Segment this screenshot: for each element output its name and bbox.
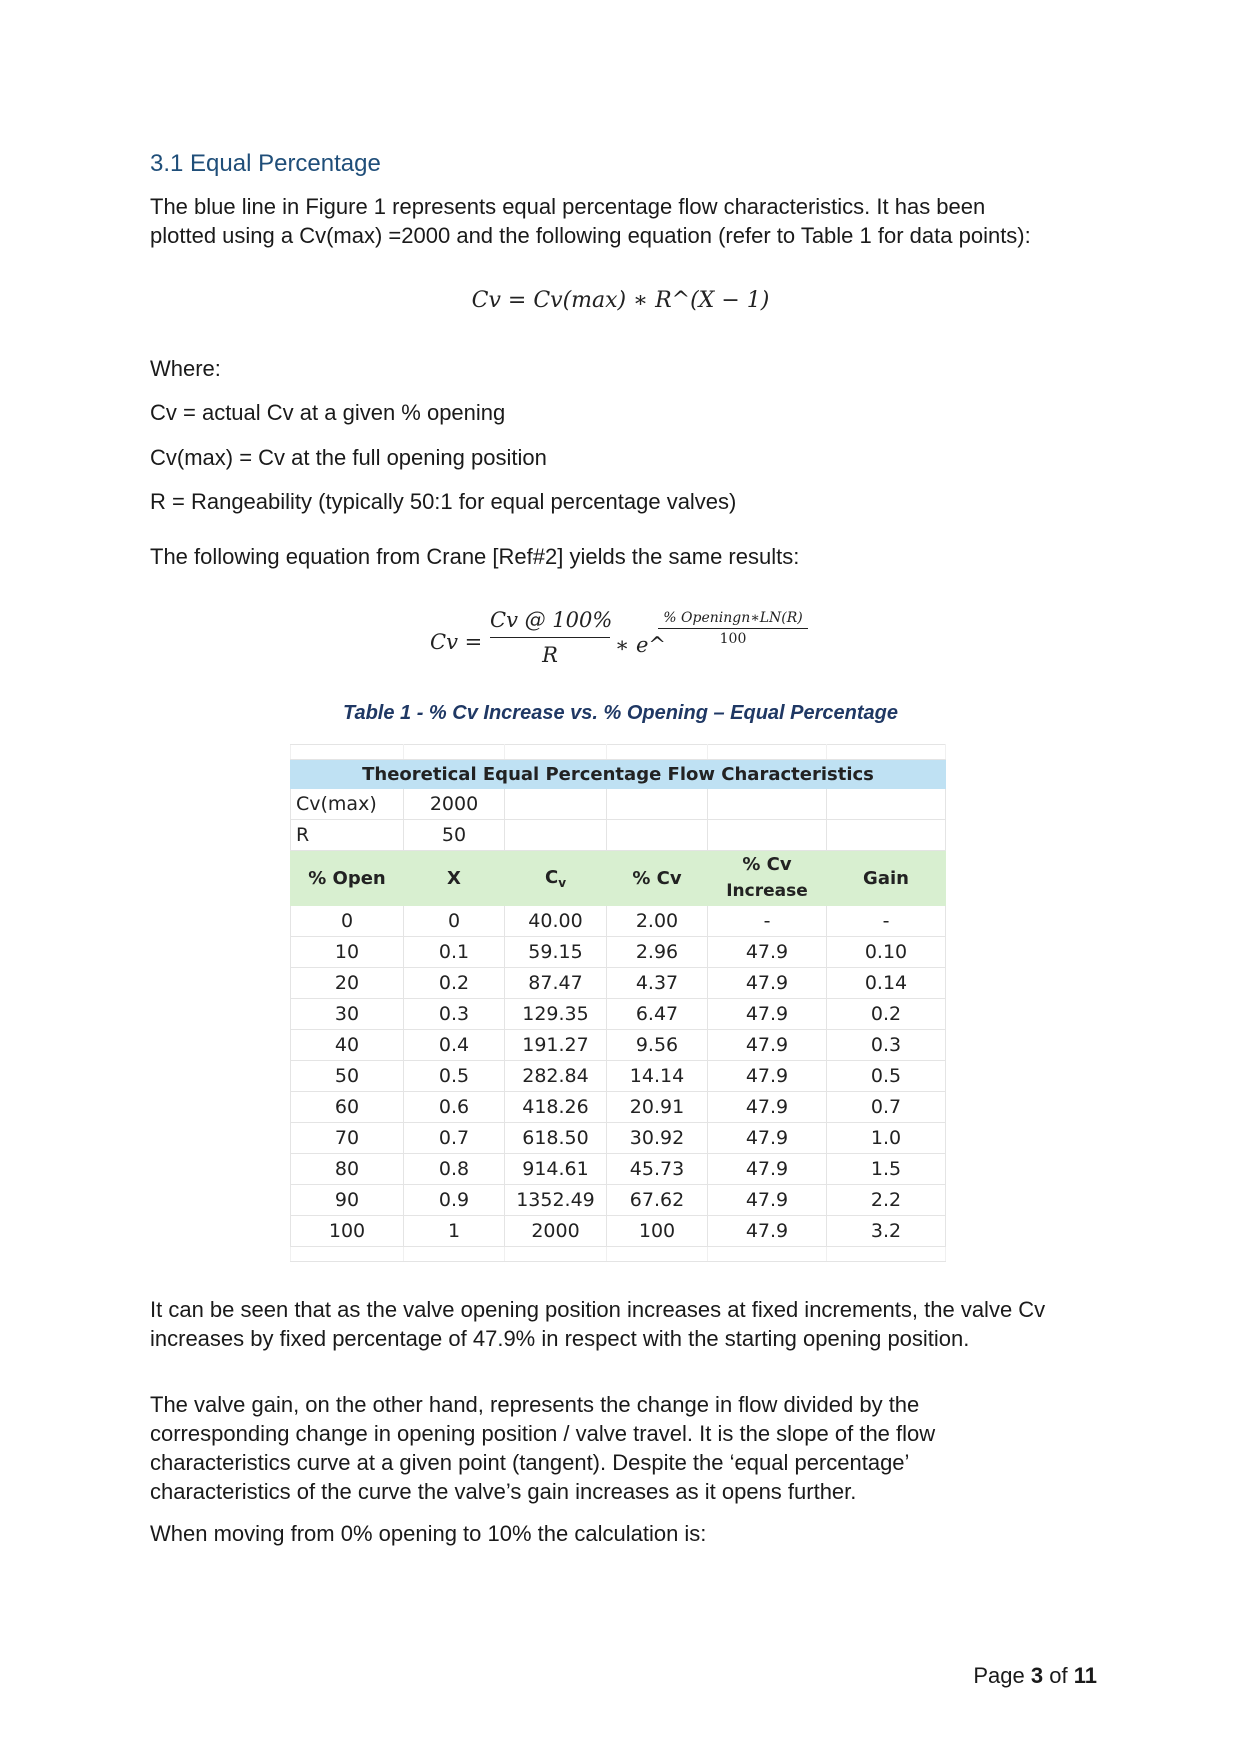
cell-increase: 47.9 (708, 999, 827, 1030)
flow-characteristics-table (290, 744, 946, 1262)
table-row (291, 1123, 946, 1154)
eq1-rhs-rest: ∗ R^(X − 1) (626, 288, 770, 313)
eq2-exp-bar (658, 628, 808, 629)
paragraph-line: characteristics of the curve the valve’s gain increases as it opens further. (150, 1479, 857, 1504)
cell-pct-cv: 20.91 (607, 1092, 708, 1123)
definition-r: R = Rangeability (typically 50:1 for equal percentage valves) (150, 489, 737, 514)
header-cv-main: C (544, 866, 559, 888)
cell-cv: 418.26 (505, 1092, 607, 1123)
cell-open: 100 (291, 1216, 404, 1247)
table-row (291, 1061, 946, 1092)
cell-open: 10 (291, 937, 404, 968)
table-row (291, 1216, 946, 1247)
cell-x: 0.4 (404, 1030, 505, 1061)
paragraph-line: increases by fixed percentage of 47.9% in respect with the starting opening position. (150, 1326, 970, 1351)
cell-pct-cv: 6.47 (607, 999, 708, 1030)
cell-gain: 0.7 (827, 1092, 946, 1123)
page-word: Page (973, 1663, 1025, 1688)
cell-increase: - (708, 906, 827, 937)
eq2-fraction (490, 605, 613, 670)
cell-pct-cv: 45.73 (607, 1154, 708, 1185)
eq1-rhs-cv: Cv (533, 288, 563, 313)
eq1-lhs: Cv (471, 288, 501, 313)
eq2-numerator: Cv @ 100% (490, 608, 613, 632)
cell-cv: 914.61 (505, 1154, 607, 1185)
paragraph-calculation: When moving from 0% opening to 10% the calculation is: (150, 1521, 707, 1546)
cell-open: 40 (291, 1030, 404, 1061)
cell-cv: 1352.49 (505, 1185, 607, 1216)
page-number (973, 1663, 1097, 1689)
cell-cv: 191.27 (505, 1030, 607, 1061)
cell-gain: 2.2 (827, 1185, 946, 1216)
paragraph-line: It can be seen that as the valve opening position increases at fixed increments, the valve Cv (150, 1297, 1046, 1322)
cell-cv: 129.35 (505, 999, 607, 1030)
param-row-cvmax (291, 789, 946, 820)
cell-increase: 47.9 (708, 1123, 827, 1154)
cell-open: 20 (291, 968, 404, 999)
cell-gain: 0.14 (827, 968, 946, 999)
cell-increase: 47.9 (708, 1154, 827, 1185)
cell-x: 0 (404, 906, 505, 937)
header-gain: Gain (827, 851, 946, 906)
table-title: Theoretical Equal Percentage Flow Characteristics (291, 760, 946, 789)
cell-pct-cv: 100 (607, 1216, 708, 1247)
table-row (291, 906, 946, 937)
header-increase (708, 851, 827, 906)
cell-increase: 47.9 (708, 1061, 827, 1092)
eq2-exponent-fraction (658, 609, 808, 648)
intro-line-1: The blue line in Figure 1 represents equal percentage flow characteristics. It has been (150, 194, 986, 219)
cell-x: 0.6 (404, 1092, 505, 1123)
page-current: 3 (1030, 1663, 1044, 1688)
cell-x: 0.5 (404, 1061, 505, 1092)
cell-gain: 0.2 (827, 999, 946, 1030)
table-row (291, 1154, 946, 1185)
cell-pct-cv: 14.14 (607, 1061, 708, 1092)
cell-x: 1 (404, 1216, 505, 1247)
cell-open: 70 (291, 1123, 404, 1154)
cell-pct-cv: 9.56 (607, 1030, 708, 1061)
intro-line-2: plotted using a Cv(max) =2000 and the following equation (refer to Table 1 for data points): (150, 223, 1031, 248)
header-pct-cv: % Cv (607, 851, 708, 906)
header-increase-line1: % Cv (742, 854, 792, 875)
paragraph-fixed-increase (150, 1295, 1100, 1353)
cell-increase: 47.9 (708, 1185, 827, 1216)
eq2-exp-operator: ∗ e^ (615, 633, 666, 657)
param-value: 50 (404, 820, 505, 851)
cell-increase: 47.9 (708, 968, 827, 999)
cell-gain: 0.5 (827, 1061, 946, 1092)
eq1-rhs-max: (max) (562, 288, 627, 313)
cell-gain: 1.5 (827, 1154, 946, 1185)
cell-x: 0.2 (404, 968, 505, 999)
cell-increase: 47.9 (708, 937, 827, 968)
paragraph-line: The valve gain, on the other hand, represents the change in flow divided by the (150, 1392, 920, 1417)
table-row (291, 1030, 946, 1061)
cell-cv: 2000 (505, 1216, 607, 1247)
cell-open: 80 (291, 1154, 404, 1185)
table-row (291, 999, 946, 1030)
cell-cv: 87.47 (505, 968, 607, 999)
cell-open: 50 (291, 1061, 404, 1092)
table-top-spacer (291, 745, 946, 760)
table-row (291, 1092, 946, 1123)
cell-cv: 282.84 (505, 1061, 607, 1092)
cell-x: 0.7 (404, 1123, 505, 1154)
cell-gain: 0.3 (827, 1030, 946, 1061)
cell-gain: 3.2 (827, 1216, 946, 1247)
table-bottom-spacer (291, 1247, 946, 1262)
param-value: 2000 (404, 789, 505, 820)
cell-x: 0.9 (404, 1185, 505, 1216)
page-total: 11 (1073, 1663, 1097, 1688)
eq2-denominator: R (542, 643, 558, 667)
section-heading: 3.1 Equal Percentage (150, 150, 381, 177)
cell-x: 0.3 (404, 999, 505, 1030)
table-row (291, 937, 946, 968)
definition-cv: Cv = actual Cv at a given % opening (150, 400, 506, 425)
table-row (291, 968, 946, 999)
cell-cv: 59.15 (505, 937, 607, 968)
cell-increase: 47.9 (708, 1092, 827, 1123)
eq1-equals: = (500, 288, 534, 313)
crane-paragraph: The following equation from Crane [Ref#2] yields the same results: (150, 544, 800, 569)
table-body (291, 906, 946, 1262)
table-row (291, 1185, 946, 1216)
where-label: Where: (150, 356, 221, 381)
eq2-exp-denominator: 100 (719, 631, 747, 647)
cell-open: 0 (291, 906, 404, 937)
header-increase-line2: Increase (726, 881, 808, 901)
eq2-fraction-bar (490, 637, 610, 638)
cell-increase: 47.9 (708, 1030, 827, 1061)
table-header-row (291, 851, 946, 906)
cell-pct-cv: 2.96 (607, 937, 708, 968)
intro-paragraph (150, 192, 1100, 250)
page-of-word: of (1049, 1663, 1068, 1688)
cell-pct-cv: 4.37 (607, 968, 708, 999)
param-label: R (291, 820, 404, 851)
equation-1 (0, 288, 1241, 313)
table-title-row (291, 760, 946, 789)
paragraph-line: characteristics curve at a given point (tangent). Despite the ‘equal percentage’ (150, 1450, 910, 1475)
cell-cv: 40.00 (505, 906, 607, 937)
paragraph-line: corresponding change in opening position / valve travel. It is the slope of the flow (150, 1421, 936, 1446)
eq2-exp-numerator: % Openingn∗LN(R) (663, 610, 803, 626)
header-cv-subscript: v (558, 875, 567, 890)
cell-pct-cv: 2.00 (607, 906, 708, 937)
header-open: % Open (291, 851, 404, 906)
param-label: Cv(max) (291, 789, 404, 820)
cell-gain: 0.10 (827, 937, 946, 968)
table-caption: Table 1 - % Cv Increase vs. % Opening – Equal Percentage (342, 702, 899, 724)
cell-open: 30 (291, 999, 404, 1030)
cell-increase: 47.9 (708, 1216, 827, 1247)
paragraph-valve-gain (150, 1390, 1100, 1506)
eq2-lhs: Cv = (430, 630, 483, 654)
definition-cvmax: Cv(max) = Cv at the full opening position (150, 445, 547, 470)
header-x: X (404, 851, 505, 906)
cell-x: 0.1 (404, 937, 505, 968)
cell-cv: 618.50 (505, 1123, 607, 1154)
header-cv (505, 851, 607, 906)
cell-gain: - (827, 906, 946, 937)
cell-x: 0.8 (404, 1154, 505, 1185)
cell-gain: 1.0 (827, 1123, 946, 1154)
cell-open: 90 (291, 1185, 404, 1216)
param-row-r (291, 820, 946, 851)
cell-open: 60 (291, 1092, 404, 1123)
cell-pct-cv: 67.62 (607, 1185, 708, 1216)
cell-pct-cv: 30.92 (607, 1123, 708, 1154)
